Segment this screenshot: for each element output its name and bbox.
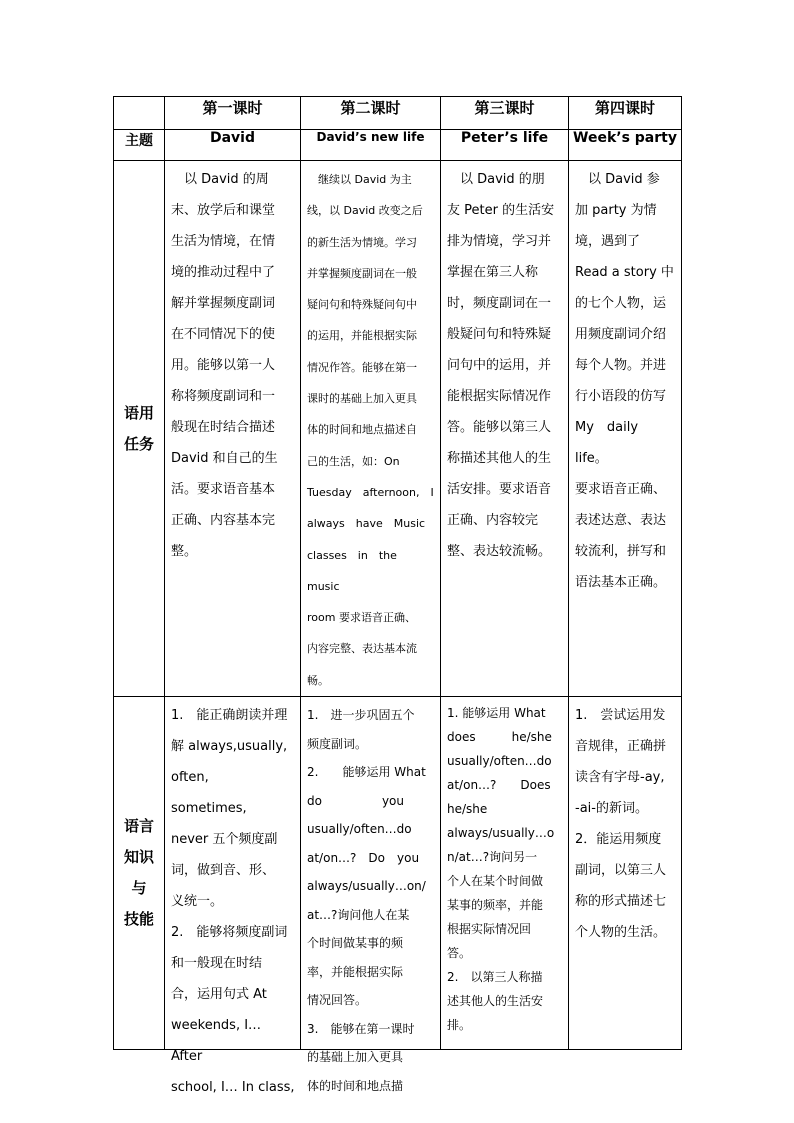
knowledge-lesson-2: 1. 进一步巩固五个 频度副词。 2. 能够运用 What do you usually/often…do at/on…? Do you always/usually…on/ at…?询问他人在某 个时间做某事的频 率，并能根据实际 情况回答。 3. 能够在第一课时 的基础上加入更具 体的时间和地点描 <box>307 708 426 1093</box>
topic-lesson-2: David’s new life <box>301 130 441 161</box>
knowledge-lesson-4: 1. 尝试运用发 音规律，正确拼 读含有字母-ay, -ai-的新词。 2．能运用频度 副词，以第三人 称的形式描述七 个人物的生活。 <box>575 708 667 941</box>
topic-lesson-4: Week’s party <box>569 130 682 161</box>
lesson-plan-table <box>113 96 682 1096</box>
knowledge-row <box>114 697 682 1050</box>
header-row <box>114 97 682 130</box>
tasks-lesson-2: 继续以 David 为主 线，以 David 改变之后 的新生活为情境。学习 并掌握频度副词在一般 疑问句和特殊疑问句中 的运用，并能根据实际 情况作答。能够在第一 课时的基础上加入更具 体的时间和地点描述自 己的生活，如：On Tuesday afternoon, I always have Music classes in the music room 要求语音正确、 内容完整、表达基本流 畅。 <box>307 173 434 687</box>
topic-row-label: 主题 <box>114 130 165 161</box>
header-lesson-3: 第三课时 <box>441 97 569 130</box>
tasks-row <box>114 161 682 697</box>
header-corner-cell <box>114 97 165 130</box>
topic-lesson-1: David <box>165 130 301 161</box>
tasks-lesson-3: 以 David 的朋 友 Peter 的生活安 排为情境，学习并 掌握在第三人称 时，频度副词在一 般疑问句和特殊疑 问句中的运用，并 能根据实际情况作 答。能够以第三人 称描述其他人的生 活安排。要求语音 正确、内容较完 整、表达较流畅。 <box>447 172 555 559</box>
header-lesson-1: 第一课时 <box>165 97 301 130</box>
tasks-lesson-4: 以 David 参 加 party 为情 境，遇到了 Read a story 中 的七个人物，运 用频度副词介绍 每个人物。并进 行小语段的仿写 My daily life。 要求语音正确、 表述达意、表达 较流利，拼写和 语法基本正确。 <box>575 172 674 590</box>
header-lesson-2: 第二课时 <box>301 97 441 130</box>
tasks-row-label: 语用 任务 <box>123 403 154 453</box>
topic-row <box>114 130 682 161</box>
topic-lesson-3: Peter’s life <box>441 130 569 161</box>
knowledge-lesson-1: 1. 能正确朗读并理 解 always,usually, often, sometimes, never 五个频度副 词，做到音、形、 义统一。 2. 能够将频度副词 和一般现在时结 合，运用句式 At weekends, I… After school, I… In class, <box>171 708 295 1096</box>
knowledge-lesson-3: 1. 能够运用 What does he/she usually/often…do at/on…? Does he/she always/usually…o n/at…?询问另一 个人在某个时间做 某事的频率，并能 根据实际情况回 答。 2. 以第三人称描 述其他人的生活安 排。 <box>447 706 555 1033</box>
knowledge-row-label: 语言 知识 与 技能 <box>123 817 154 929</box>
header-lesson-4: 第四课时 <box>569 97 682 130</box>
tasks-lesson-1: 以 David 的周 末、放学后和课堂 生活为情境，在情 境的推动过程中了 解并掌握频度副词 在不同情况下的使 用。能够以第一人 称将频度副词和一 般现在时结合描述 David 和自己的生 活。要求语音基本 正确、内容基本完 整。 <box>171 172 278 559</box>
